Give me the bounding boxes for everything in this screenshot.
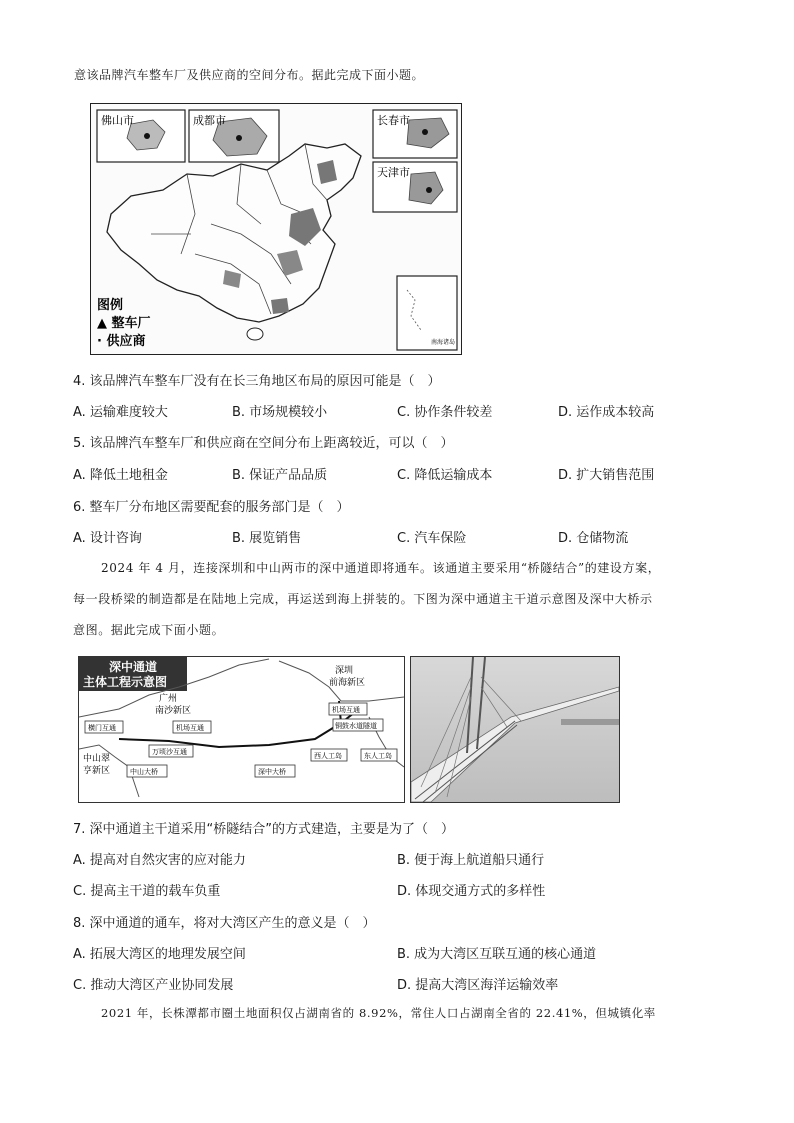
label-nansha: 南沙新区 — [155, 706, 192, 716]
label-hengmen: 横门互通 — [88, 724, 116, 732]
q8-option-a[interactable]: A. 拓展大湾区的地理发展空间 — [73, 947, 246, 962]
label-shenzhen: 深圳 — [335, 666, 354, 676]
intro-text: 意该品牌汽车整车厂及供应商的空间分布。据此完成下面小题。 — [74, 68, 425, 82]
shenzhong-map-svg — [79, 657, 404, 802]
legend-title: 图例 — [97, 298, 124, 313]
q6-option-b[interactable]: B. 展览销售 — [232, 531, 302, 546]
q7-option-a[interactable]: A. 提高对自然灾害的应对能力 — [73, 853, 246, 868]
question-6: 6. 整车厂分布地区需要配套的服务部门是（ ） — [73, 500, 350, 515]
question-7: 7. 深中通道主干道采用“桥隧结合”的方式建造，主要是为了（ ） — [73, 822, 455, 837]
passage-line-2: 每一段桥梁的制造都是在陆地上完成，再运送到海上拼装的。下图为深中通道主干道示意图及深中大桥示 — [73, 592, 653, 606]
inset-label-tianjin: 天津市 — [377, 166, 410, 179]
passage-line-3: 意图。据此完成下面小题。 — [73, 623, 225, 637]
q4-option-d[interactable]: D. 运作成本较高 — [558, 405, 655, 420]
label-tonggu-tunnel: 铜鼓水道隧道 — [335, 722, 377, 730]
map-title-line2: 主体工程示意图 — [83, 675, 168, 689]
q8-option-b[interactable]: B. 成为大湾区互联互通的核心通道 — [397, 947, 597, 962]
label-west-island: 西人工岛 — [314, 752, 342, 760]
label-zhongshan-district: 亨新区 — [83, 766, 111, 776]
passage-line-1: 2024 年 4 月，连接深圳和中山两市的深中通道即将通车。该通道主要采用“桥隧结合”的建设方案， — [101, 561, 661, 575]
q5-option-b[interactable]: B. 保证产品品质 — [232, 468, 328, 483]
label-zhongshan: 中山翠 — [83, 754, 111, 764]
question-4: 4. 该品牌汽车整车厂没有在长三角地区布局的原因可能是（ ） — [73, 374, 441, 389]
question-5: 5. 该品牌汽车整车厂和供应商在空间分布上距离较近，可以（ ） — [73, 436, 454, 451]
label-wanqingsha: 万顷沙互通 — [152, 748, 187, 756]
q7-option-b[interactable]: B. 便于海上航道船只通行 — [397, 853, 545, 868]
map-title-line1: 深中通道 — [109, 660, 158, 674]
china-map-svg — [91, 104, 461, 354]
q5-option-d[interactable]: D. 扩大销售范围 — [558, 468, 655, 483]
shenzhong-channel-map — [78, 656, 405, 803]
label-airport-east: 机场互通 — [332, 706, 360, 714]
q6-option-a[interactable]: A. 设计咨询 — [73, 531, 142, 546]
q7-option-c[interactable]: C. 提高主干道的载车负重 — [73, 884, 221, 899]
label-zhongshan-bridge: 中山大桥 — [130, 768, 158, 776]
q6-option-d[interactable]: D. 仓储物流 — [558, 531, 629, 546]
label-airport-west: 机场互通 — [176, 724, 204, 732]
q6-option-c[interactable]: C. 汽车保险 — [397, 531, 467, 546]
inset-label-foshan: 佛山市 — [101, 114, 134, 127]
bridge-photo — [410, 656, 620, 803]
south-sea-label: 南海诸岛 — [431, 339, 456, 346]
inset-label-chengdu: 成都市 — [193, 114, 226, 127]
q7-option-d[interactable]: D. 体现交通方式的多样性 — [397, 884, 546, 899]
bridge-photo-svg — [411, 657, 619, 802]
q8-option-c[interactable]: C. 推动大湾区产业协同发展 — [73, 978, 234, 993]
q4-option-a[interactable]: A. 运输难度较大 — [73, 405, 168, 420]
label-shenzhong-bridge: 深中大桥 — [258, 768, 286, 776]
label-east-island: 东人工岛 — [364, 752, 392, 760]
q8-option-d[interactable]: D. 提高大湾区海洋运输效率 — [397, 978, 559, 993]
legend-vehicle-plant: ▲ 整车厂 — [97, 316, 151, 331]
label-guangzhou: 广州 — [159, 694, 178, 704]
q4-option-c[interactable]: C. 协作条件较差 — [397, 405, 493, 420]
label-qianhai: 前海新区 — [329, 678, 366, 688]
legend-supplier: · 供应商 — [97, 334, 146, 349]
final-passage-line: 2021 年，长株潭都市圈土地面积仅占湖南省的 8.92%，常住人口占湖南全省的 22.41%，但城镇化率 — [101, 1006, 656, 1020]
q4-option-b[interactable]: B. 市场规模较小 — [232, 405, 328, 420]
china-map-figure — [90, 103, 462, 355]
q5-option-a[interactable]: A. 降低土地租金 — [73, 468, 168, 483]
q5-option-c[interactable]: C. 降低运输成本 — [397, 468, 493, 483]
question-8: 8. 深中通道的通车，将对大湾区产生的意义是（ ） — [73, 916, 376, 931]
inset-label-changchun: 长春市 — [377, 114, 410, 127]
